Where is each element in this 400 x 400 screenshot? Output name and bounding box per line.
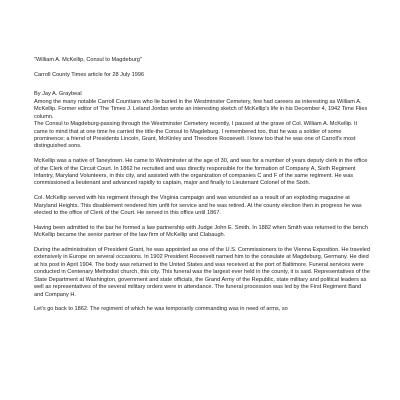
article-byline: By Jay A. Graybeal — [34, 91, 82, 97]
paragraph-7: Let's go back to 1862. The regiment of which he was temporarily commanding was in need of arms, so — [34, 306, 288, 313]
article-body — [34, 99, 370, 321]
paragraph-2: The Consul to Magdeburg-passing through the Westminster Cemetery recently, I paused at the grave of Col. William A. McKellip. It came to mind that at one time he carried the title-the Consul to Magdeburg. I remembered too, that he was a soldier of some prominence; a friend of Presidents Lincoln, Grant, McKinley and Theodore Roosevelt. I knew too that he was one of Carroll's most distinguished sons. — [34, 121, 358, 150]
paragraph-4: Col. McKellip served with his regiment through the Virginia campaign and was wounded as a result of an exploding magazine at Maryland Heights. This disablement rendered him unfit for service and he was retired. At the county election then in progress he was elected to the office of Clerk of the Court. He served in this office until 1867. — [34, 195, 362, 217]
document-page — [34, 0, 374, 400]
article-source: Carroll County Times article for 28 July 1996 — [34, 72, 145, 78]
paragraph-6: During the administration of President Grant, he was appointed as one of the U.S. Commissioners to the Vienna Exposition. He traveled extensively in Europe on several occasions. In 1902 President Roosevelt named him to the consulate at Magdeburg, Germany. He died at his post in April 1904. The body was returned to the United States and was received at the port of Baltimore. Funeral services were conducted in Centenary Methodist church, this city. This funeral was the largest ever held in the county, it is said. Representatives of the State Department at Washington, government and state officials, the Grand Army of the Republic, state military and political leaders as well as representatives of the several military orders were in attendance. The funeral procession was led by the First Regiment Band and Company H. — [34, 247, 371, 298]
paragraph-1: Among the many notable Carroll Countians who lie buried in the Westminster Cemetery, few had careers as interesting as William A. McKellip. Former editor of The Times J. Leland Jordan wrote an interesting sketch of McKellip's life in his December 4, 1942 Time Flies column. — [34, 99, 368, 120]
article-title: "William A. McKellip, Consul to Magdeburg" — [34, 57, 142, 63]
paragraph-3: McKellip was a native of Taneytown. He came to Westminster at the age of 30, and was for a number of years deputy clerk in the office of the Clerk of the Circuit Court. In 1862 he recruited and was directly responsible for the formation of Company A, Sixth Regiment Infantry, Maryland Volunteers, in this city, and assisted with the organization of companies C and F of the same regiment. He was commissioned a lieutenant and advanced rapidly to captain, major and finally to Lieutenant Colonel of the Sixth. — [34, 158, 368, 187]
paragraph-5: Having been admitted to the bar he formed a law partnership with Judge John E. Smith. In 1882 when Smith was returned to the bench McKellip became the senior partner of the law firm of McKellip and Clabaugh. — [34, 224, 368, 239]
